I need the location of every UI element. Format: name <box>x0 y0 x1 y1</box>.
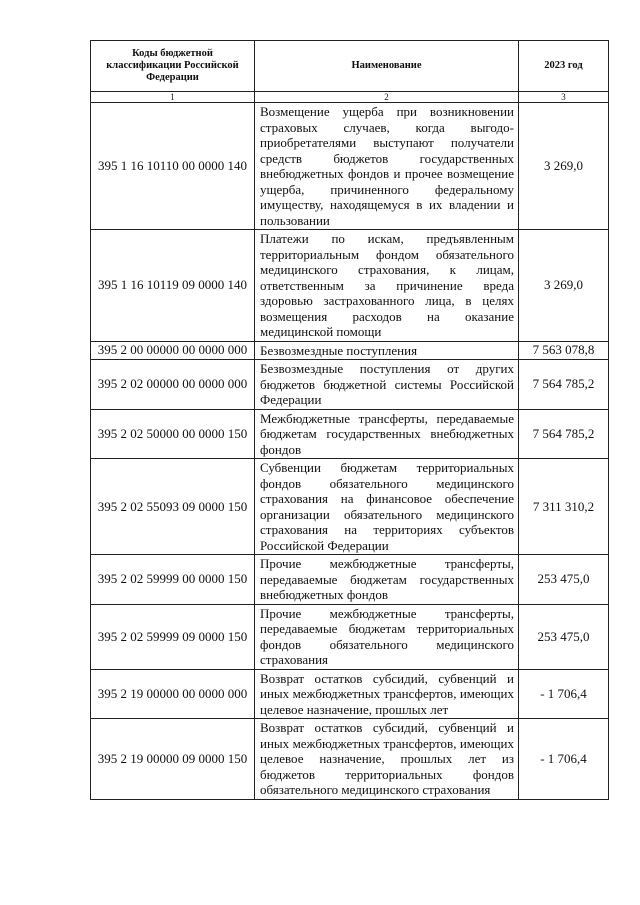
budget-code: 395 2 02 59999 09 0000 150 <box>91 604 255 669</box>
item-name: Платежи по искам, предъявленным территориальным фондом обязательного медицинского страхования, к лицам, ответственным за причинение вреда здоровью застрахованного лица, в целях возмещения расходов на оказание медицинской помощи <box>255 230 519 342</box>
item-name: Безвозмездные поступления от других бюджетов бюджетной системы Российской Федерации <box>255 360 519 410</box>
item-name: Прочие межбюджетные трансферты, передаваемые бюджетам территориальных фондов обязательного медицинского страхования <box>255 604 519 669</box>
budget-code: 395 2 02 00000 00 0000 000 <box>91 360 255 410</box>
table-row <box>91 409 609 459</box>
amount: 253 475,0 <box>519 604 609 669</box>
item-name: Прочие межбюджетные трансферты, передаваемые бюджетам государственных внебюджетных фондов <box>255 555 519 605</box>
amount: 7 311 310,2 <box>519 459 609 555</box>
item-name: Возмещение ущерба при возникновении страховых случаев, когда выгодо-приобретателями выступают получатели средств бюджетов государственных внебюджетных фондов и прочее возмещение ущерба, причиненного федеральному имуществу, находящемуся в их владении и пользовании <box>255 103 519 230</box>
item-name: Возврат остатков субсидий, субвенций и иных межбюджетных трансфертов, имеющих целевое назначение, прошлых лет <box>255 669 519 719</box>
budget-code: 395 1 16 10110 00 0000 140 <box>91 103 255 230</box>
item-name: Возврат остатков субсидий, субвенций и иных межбюджетных трансфертов, имеющих целевое назначение, прошлых лет из бюджетов территориальных фондов обязательного медицинского страхования <box>255 719 519 800</box>
budget-code: 395 2 02 59999 00 0000 150 <box>91 555 255 605</box>
amount: 7 563 078,8 <box>519 341 609 360</box>
amount: 3 269,0 <box>519 103 609 230</box>
amount: 7 564 785,2 <box>519 409 609 459</box>
amount: - 1 706,4 <box>519 669 609 719</box>
amount: 3 269,0 <box>519 230 609 342</box>
item-name: Субвенции бюджетам территориальных фондов обязательного медицинского страхования на финансовое обеспечение организации обязательного медицинского страхования на территориях субъектов Российской Федерации <box>255 459 519 555</box>
table-row <box>91 555 609 605</box>
column-number-row <box>91 92 609 103</box>
budget-code: 395 2 02 55093 09 0000 150 <box>91 459 255 555</box>
table-row <box>91 719 609 800</box>
budget-code: 395 2 02 50000 00 0000 150 <box>91 409 255 459</box>
header-code: Коды бюджетной классификации Российской Федерации <box>91 41 255 92</box>
table-row <box>91 341 609 360</box>
table-row <box>91 459 609 555</box>
amount: 253 475,0 <box>519 555 609 605</box>
table-row <box>91 669 609 719</box>
budget-code: 395 2 00 00000 00 0000 000 <box>91 341 255 360</box>
item-name: Межбюджетные трансферты, передаваемые бюджетам государственных внебюджетных фондов <box>255 409 519 459</box>
amount: - 1 706,4 <box>519 719 609 800</box>
header-name: Наименование <box>255 41 519 92</box>
budget-code: 395 2 19 00000 09 0000 150 <box>91 719 255 800</box>
budget-table <box>90 40 609 800</box>
header-row <box>91 41 609 92</box>
column-number: 1 <box>91 92 255 103</box>
item-name: Безвозмездные поступления <box>255 341 519 360</box>
column-number: 2 <box>255 92 519 103</box>
budget-code: 395 2 19 00000 00 0000 000 <box>91 669 255 719</box>
amount: 7 564 785,2 <box>519 360 609 410</box>
table-row <box>91 103 609 230</box>
table-row <box>91 360 609 410</box>
column-number: 3 <box>519 92 609 103</box>
table-row <box>91 230 609 342</box>
budget-code: 395 1 16 10119 09 0000 140 <box>91 230 255 342</box>
table-row <box>91 604 609 669</box>
header-year: 2023 год <box>519 41 609 92</box>
